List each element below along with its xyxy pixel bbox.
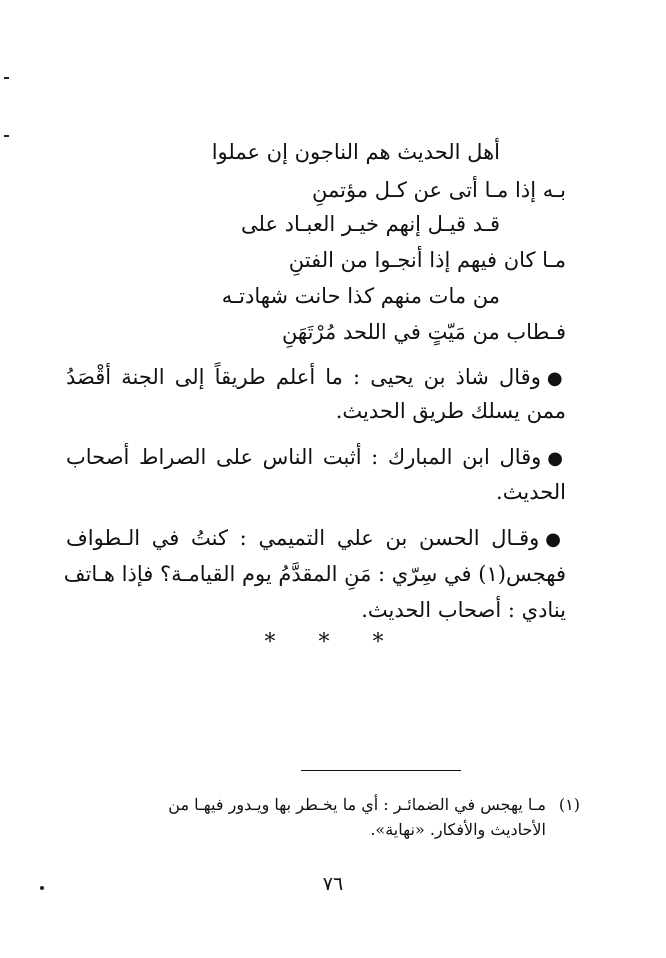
scan-speck — [4, 135, 9, 137]
bullet-icon: ● — [546, 368, 566, 389]
bullet-icon: ● — [545, 529, 566, 550]
footnote-line: مـا يهجس في الضمائـر : أي ما يخـطر بها ويـدور فيهـا من — [168, 795, 546, 814]
poem-line: أهل الحديث هم الناجون إن عملوا — [211, 140, 500, 164]
poem-line: قـد قيـل إنهم خيـر العبـاد على — [240, 212, 500, 236]
footnote-line: الأحاديث والأفكار. «نهاية». — [370, 820, 546, 839]
paragraph-text: وقال ابن المبارك : أثبت الناس على الصراط أصحاب — [66, 445, 542, 469]
paragraph-text: وقـال الحسن بن علي التميمي : كنتُ في الـطواف — [66, 526, 540, 550]
paragraph-line: فهجس(١) في سِرّي : مَنِ المقدَّمُ يوم القيامـة؟ فإذا هـاتف — [63, 562, 566, 586]
poem-line: من مات منهم كذا حانت شهادتـه — [221, 284, 500, 308]
paragraph-line — [66, 523, 566, 555]
footnote-number: (١) — [558, 795, 580, 814]
paragraph-line: ينادي : أصحاب الحديث. — [361, 598, 566, 622]
footnote-divider — [301, 770, 461, 771]
paragraph-line — [66, 362, 566, 394]
paragraph-line: الحديث. — [496, 480, 566, 504]
paragraph-line — [66, 442, 566, 474]
poem-line: مـا كان فيهم إذا أنجـوا من الفتنِ — [288, 248, 566, 272]
page-number: ٧٦ — [322, 873, 344, 895]
paragraph-text: وقال شاذ بن يحيى : ما أعلم طريقاً إلى الجنة أقْصَدُ — [66, 365, 541, 389]
bullet-icon: ● — [547, 448, 566, 469]
paragraph-line: ممن يسلك طريق الحديث. — [335, 399, 566, 423]
section-separator: * * * — [264, 630, 402, 655]
scan-speck — [4, 77, 9, 79]
poem-line: بـه إذا مـا أتى عن كـل مؤتمنِ — [312, 178, 566, 202]
poem-line: فـطاب من مَيّتٍ في اللحد مُرْتَهَنِ — [281, 320, 566, 344]
